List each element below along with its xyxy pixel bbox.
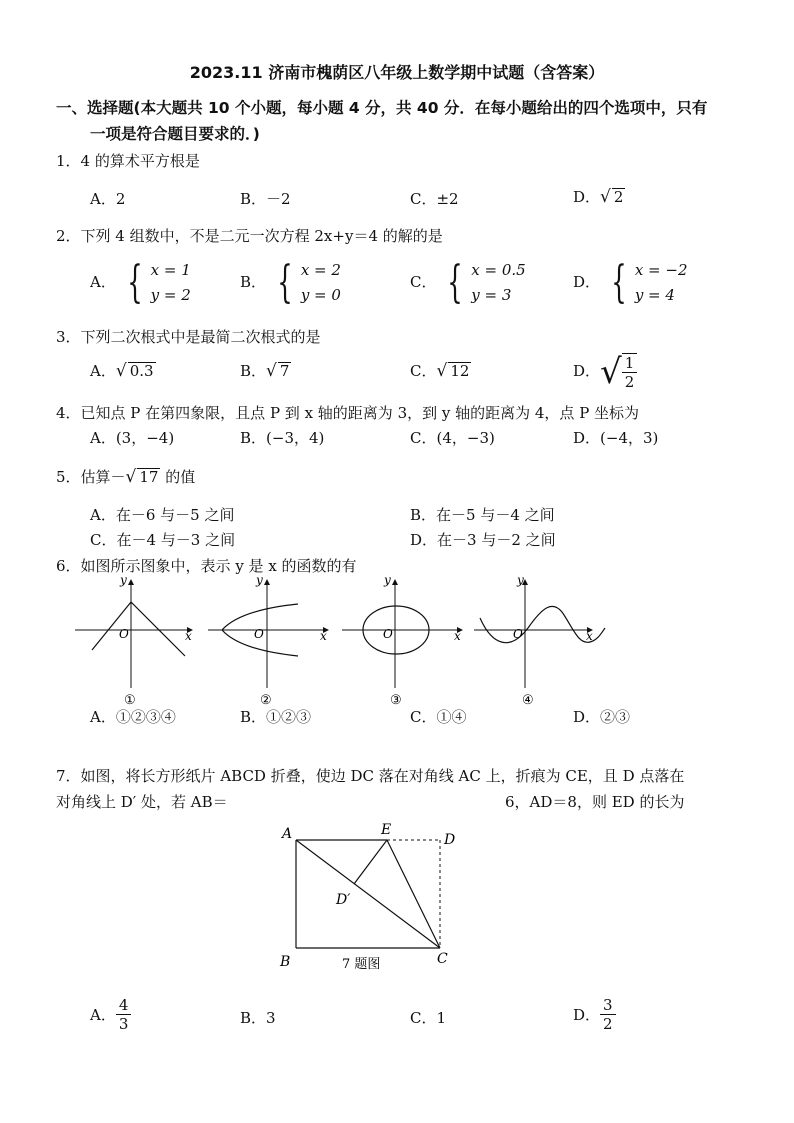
brace-icon: { bbox=[277, 257, 293, 308]
q3-d-denominator: 2 bbox=[624, 373, 635, 391]
q7-figure bbox=[270, 818, 470, 978]
q2-c-eq1: x = 0.5 bbox=[471, 261, 526, 279]
q5-option-c: C．在－4 与－3 之间 bbox=[90, 531, 236, 549]
q5-option-a: A．在－6 与－5 之间 bbox=[90, 506, 235, 524]
radical-sign-icon: √ bbox=[436, 361, 448, 381]
q3-option-d bbox=[573, 352, 637, 392]
q2-option-b-label: B． bbox=[240, 273, 267, 291]
graph-4 bbox=[474, 573, 605, 708]
q7-option-c: C．1 bbox=[410, 1009, 447, 1027]
q2-a-eq1: x = 1 bbox=[150, 261, 191, 279]
q6-graphs bbox=[70, 570, 610, 710]
q3-option-c-label: C． bbox=[410, 362, 437, 380]
q3-option-c-radicand: 12 bbox=[450, 362, 470, 380]
q4-option-b: B．(−3，4) bbox=[240, 429, 325, 447]
q6-option-c: C．①④ bbox=[410, 708, 467, 726]
q3-option-d-label: D． bbox=[573, 362, 601, 380]
graph-2-label: ② bbox=[260, 693, 272, 708]
q2-option-d-label: D． bbox=[573, 273, 601, 291]
q3-option-a-radicand: 0.3 bbox=[129, 362, 154, 380]
graph-1-origin: O bbox=[119, 627, 129, 641]
q1-option-d-radicand: 2 bbox=[613, 188, 624, 206]
q3-option-c bbox=[410, 360, 471, 381]
graph-3 bbox=[342, 573, 462, 708]
graph-3-x-label: x bbox=[454, 629, 461, 643]
q5-stem-suffix: 的值 bbox=[165, 468, 196, 486]
radical-sign-icon: √ bbox=[125, 467, 137, 487]
q3-option-b-radicand: 7 bbox=[279, 362, 290, 380]
q3-d-numerator: 1 bbox=[622, 354, 638, 373]
brace-icon: { bbox=[447, 257, 463, 308]
graph-3-y-label: y bbox=[384, 573, 391, 587]
q7-option-a bbox=[90, 996, 131, 1033]
graph-3-label: ③ bbox=[390, 693, 402, 708]
q5-option-b: B．在－5 与－4 之间 bbox=[410, 506, 555, 524]
q2-option-d bbox=[573, 258, 688, 308]
q6-stem: 6．如图所示图象中，表示 y 是 x 的函数的有 bbox=[56, 557, 357, 575]
q3-option-b bbox=[240, 360, 291, 381]
q1-option-d bbox=[573, 186, 625, 207]
q1-option-d-label: D． bbox=[573, 188, 601, 206]
q7-stem-line1: 7．如图，将长方形纸片 ABCD 折叠，使边 DC 落在对角线 AC 上，折痕为 CE，且 D 点落在 bbox=[56, 767, 685, 785]
q6-option-a: A．①②③④ bbox=[90, 708, 176, 726]
q3-option-a-label: A． bbox=[90, 362, 116, 380]
q1-stem: 1．4 的算术平方根是 bbox=[56, 152, 200, 170]
graph-4-x-label: x bbox=[586, 629, 593, 643]
q2-option-b bbox=[240, 258, 341, 308]
q7-option-b: B．3 bbox=[240, 1009, 276, 1027]
graph-1-y-label: y bbox=[120, 573, 127, 587]
q2-a-eq2: y = 2 bbox=[150, 286, 191, 304]
q7-label-A: A bbox=[282, 826, 293, 842]
graph-2 bbox=[208, 573, 328, 708]
q5-stem bbox=[56, 466, 195, 487]
q7-option-d bbox=[573, 996, 616, 1033]
q4-option-d: D．(−4，3) bbox=[573, 429, 659, 447]
q7-option-d-label: D． bbox=[573, 1006, 601, 1024]
radical-sign-icon: √ bbox=[266, 361, 277, 381]
graph-1 bbox=[75, 573, 192, 708]
q1-option-b: B．－2 bbox=[240, 190, 291, 208]
radical-sign-icon: √ bbox=[600, 352, 622, 392]
q2-option-a-label: A． bbox=[90, 273, 116, 291]
q7-a-numerator: 4 bbox=[116, 996, 132, 1015]
q5-stem-radicand: 17 bbox=[139, 468, 159, 486]
q6-option-d: D．②③ bbox=[573, 708, 631, 726]
q2-c-eq2: y = 3 bbox=[471, 286, 512, 304]
graph-2-origin: O bbox=[254, 627, 264, 641]
q2-option-c bbox=[410, 258, 526, 308]
q2-b-eq1: x = 2 bbox=[300, 261, 341, 279]
page-title: 2023.11 济南市槐荫区八年级上数学期中试题（含答案） bbox=[189, 63, 605, 82]
section-heading-line2: 一项是符合题目要求的．) bbox=[90, 125, 260, 143]
q2-option-a bbox=[90, 258, 191, 308]
q1-option-a: A．2 bbox=[90, 190, 126, 208]
q2-option-c-label: C． bbox=[410, 273, 437, 291]
q3-option-a bbox=[90, 360, 156, 381]
graph-4-label: ④ bbox=[522, 693, 534, 708]
q7-label-C: C bbox=[437, 951, 448, 967]
q7-option-a-label: A． bbox=[90, 1006, 116, 1024]
graph-4-origin: O bbox=[513, 627, 523, 641]
brace-icon: { bbox=[126, 257, 143, 308]
graph-1-label: ① bbox=[124, 693, 136, 708]
graph-2-y-label: y bbox=[256, 573, 263, 587]
q5-option-d: D．在－3 与－2 之间 bbox=[410, 531, 556, 549]
q7-label-E: E bbox=[381, 822, 392, 838]
q7-label-D: D bbox=[444, 832, 456, 848]
radical-sign-icon: √ bbox=[600, 187, 611, 207]
q3-stem: 3．下列二次根式中是最简二次根式的是 bbox=[56, 328, 321, 346]
q3-option-b-label: B． bbox=[240, 362, 267, 380]
q2-d-eq1: x = −2 bbox=[634, 261, 688, 279]
q2-stem: 2．下列 4 组数中，不是二元一次方程 2x+y＝4 的解的是 bbox=[56, 227, 443, 245]
radical-sign-icon: √ bbox=[115, 361, 127, 381]
q6-option-b: B．①②③ bbox=[240, 708, 312, 726]
q4-option-c: C．(4，−3) bbox=[410, 429, 495, 447]
section-heading-line1: 一、选择题(本大题共 10 个小题，每小题 4 分，共 40 分．在每小题给出的四个选项中，只有 bbox=[56, 99, 708, 117]
q7-a-denominator: 3 bbox=[118, 1015, 129, 1033]
q4-option-a: A．(3，−4) bbox=[90, 429, 175, 447]
q5-stem-prefix: 5．估算－ bbox=[56, 468, 126, 486]
q7-label-Dprime: D′ bbox=[336, 892, 351, 908]
graph-1-x-label: x bbox=[185, 629, 192, 643]
q7-d-denominator: 2 bbox=[603, 1015, 613, 1033]
q4-stem: 4．已知点 P 在第四象限，且点 P 到 x 轴的距离为 3，到 y 轴的距离为 4，点 P 坐标为 bbox=[56, 404, 640, 422]
graph-4-y-label: y bbox=[517, 573, 524, 587]
graph-3-origin: O bbox=[383, 627, 393, 641]
graph-2-x-label: x bbox=[320, 629, 327, 643]
q7-d-numerator: 3 bbox=[600, 996, 616, 1015]
q7-label-B: B bbox=[280, 954, 291, 970]
q1-option-c: C．±2 bbox=[410, 190, 459, 208]
q2-d-eq2: y = 4 bbox=[634, 286, 675, 304]
q7-stem-line2a: 对角线上 D′ 处，若 AB＝ bbox=[56, 793, 228, 811]
brace-icon: { bbox=[611, 257, 627, 308]
q7-figure-caption: 7 题图 bbox=[342, 957, 381, 972]
q7-stem-line2b: 6，AD＝8，则 ED 的长为 bbox=[505, 793, 685, 811]
q2-b-eq2: y = 0 bbox=[300, 286, 341, 304]
